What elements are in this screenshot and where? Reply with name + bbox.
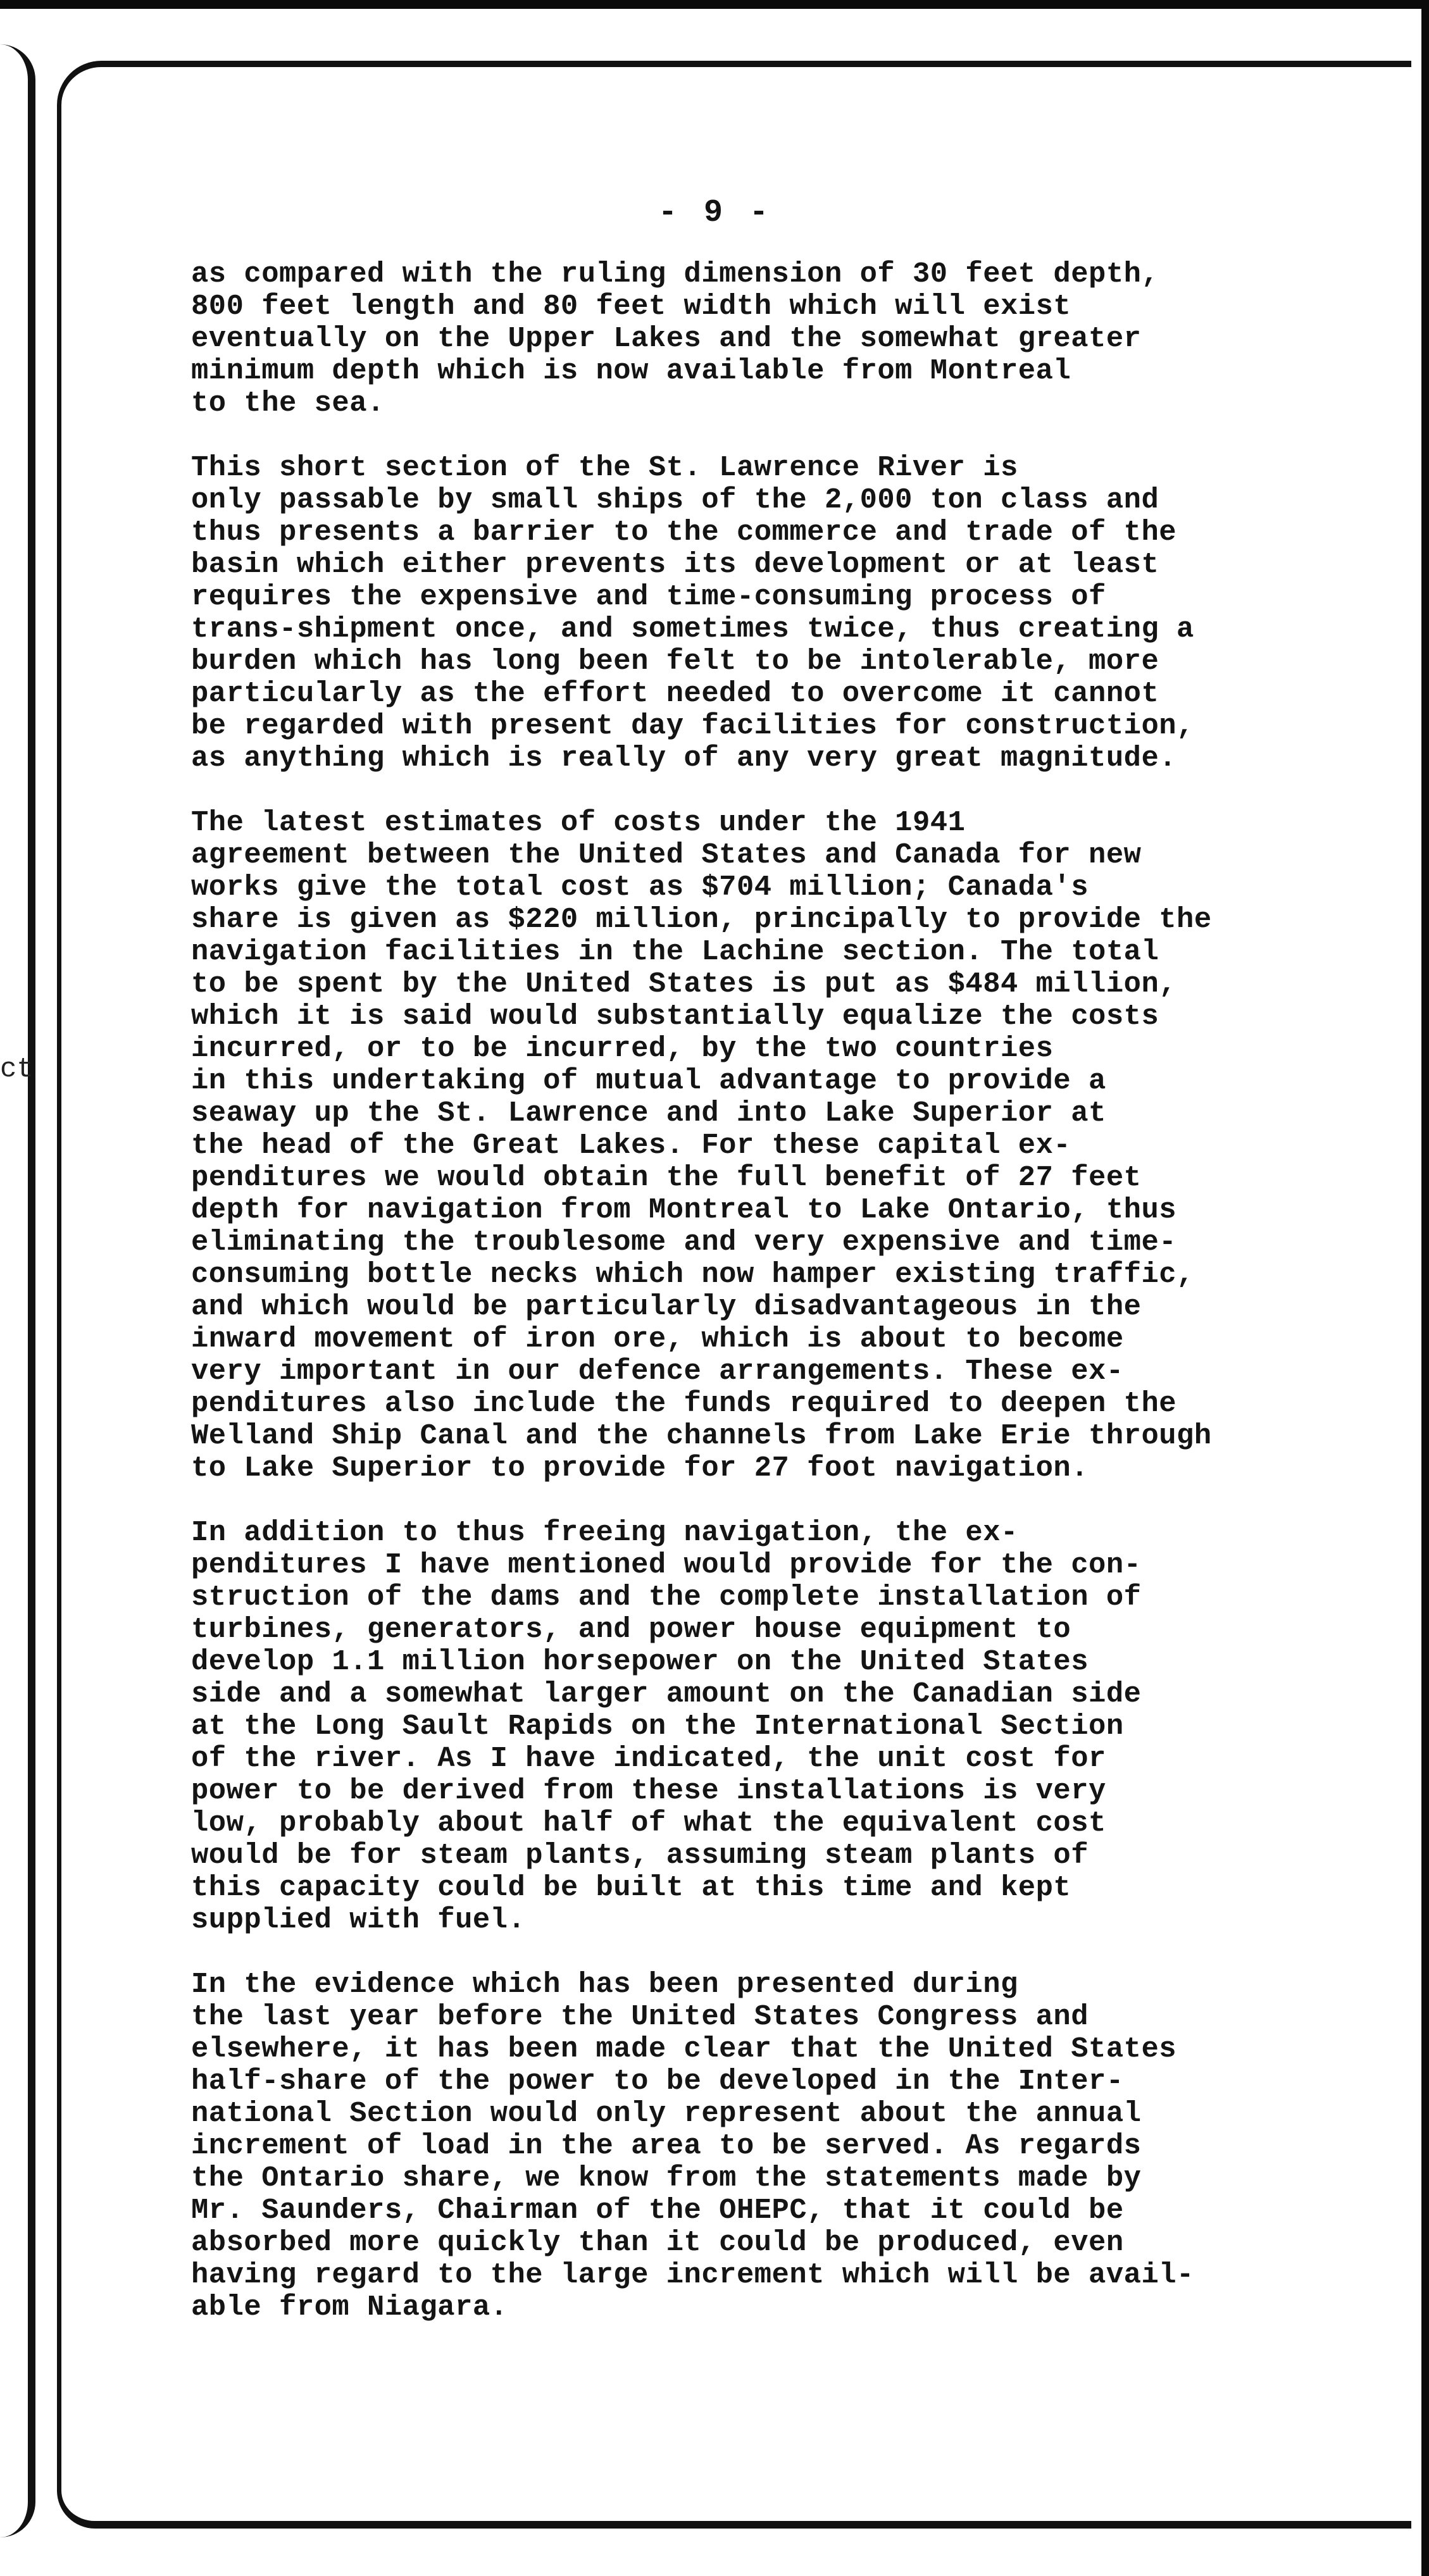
scan-top-edge xyxy=(0,0,1429,9)
paragraph-2: This short section of the St. Lawrence River is only passable by small ships of the 2,000 ton class and thus presents a barrier to the commerce and trade of the basin which either prevents its development or at least requires the expensive and time-consuming process of trans-shipment once, and sometimes twice, thus creating a burden which has long been felt to be intolerable, more particularly as the effort needed to overcome it cannot be regarded with present day facilities for construction, as anything which is really of any very great magnitude. xyxy=(191,451,1194,775)
document-body xyxy=(191,258,1324,2324)
page-number: - 9 - xyxy=(658,195,773,231)
paragraph-3: The latest estimates of costs under the 1941 agreement between the United States and Canada for new works give the total cost as $704 million; Canada's share is given as $220 million, principally to provide the navigation facilities in the Lachine section. The total to be spent by the United States is put as $484 million, which it is said would substantially equalize the costs incurred, or to be incurred, by the two countries in this undertaking of mutual advantage to provide a seaway up the St. Lawrence and into Lake Superior at the head of the Great Lakes. For these capital ex- penditures we would obtain the full benefit of 27 feet depth for navigation from Montreal to Lake Ontario, thus eliminating the troublesome and very expensive and time- consuming bottle necks which now hamper existing traffic, and which would be particularly disadvantageous in the inward movement of iron ore, which is about to become very important in our defence arrangements. These ex- penditures also include the funds required to deepen the Welland Ship Canal and the channels from Lake Erie through to Lake Superior to provide for 27 foot navigation. xyxy=(191,806,1212,1484)
scan-right-edge xyxy=(1421,0,1429,2576)
binding-curl xyxy=(0,44,35,2537)
paragraph-5: In the evidence which has been presented during the last year before the United States Congress and elsewhere, it has been made clear that the United States half-share of the power to be developed in the Inter- national Section would only represent about the annual increment of load in the area to be served. As regards the Ontario share, we know from the statements made by Mr. Saunders, Chairman of the OHEPC, that it could be absorbed more quickly than it could be produced, even having regard to the large increment which will be avail- able from Niagara. xyxy=(191,1968,1194,2324)
margin-text-fragment: ct xyxy=(0,1054,34,1085)
paragraph-4: In addition to thus freeing navigation, the ex- penditures I have mentioned would provide for the con- struction of the dams and the complete installation of turbines, generators, and power house equipment to develop 1.1 million horsepower on the United States side and a somewhat larger amount on the Canadian side at the Long Sault Rapids on the International Section of the river. As I have indicated, the unit cost for power to be derived from these installations is very low, probably about half of what the equivalent cost would be for steam plants, assuming steam plants of this capacity could be built at this time and kept supplied with fuel. xyxy=(191,1516,1142,1936)
paragraph-1: as compared with the ruling dimension of 30 feet depth, 800 feet length and 80 feet width which will exist eventually on the Upper Lakes and the somewhat greater minimum depth which is now available from Montreal to the sea. xyxy=(191,258,1159,420)
